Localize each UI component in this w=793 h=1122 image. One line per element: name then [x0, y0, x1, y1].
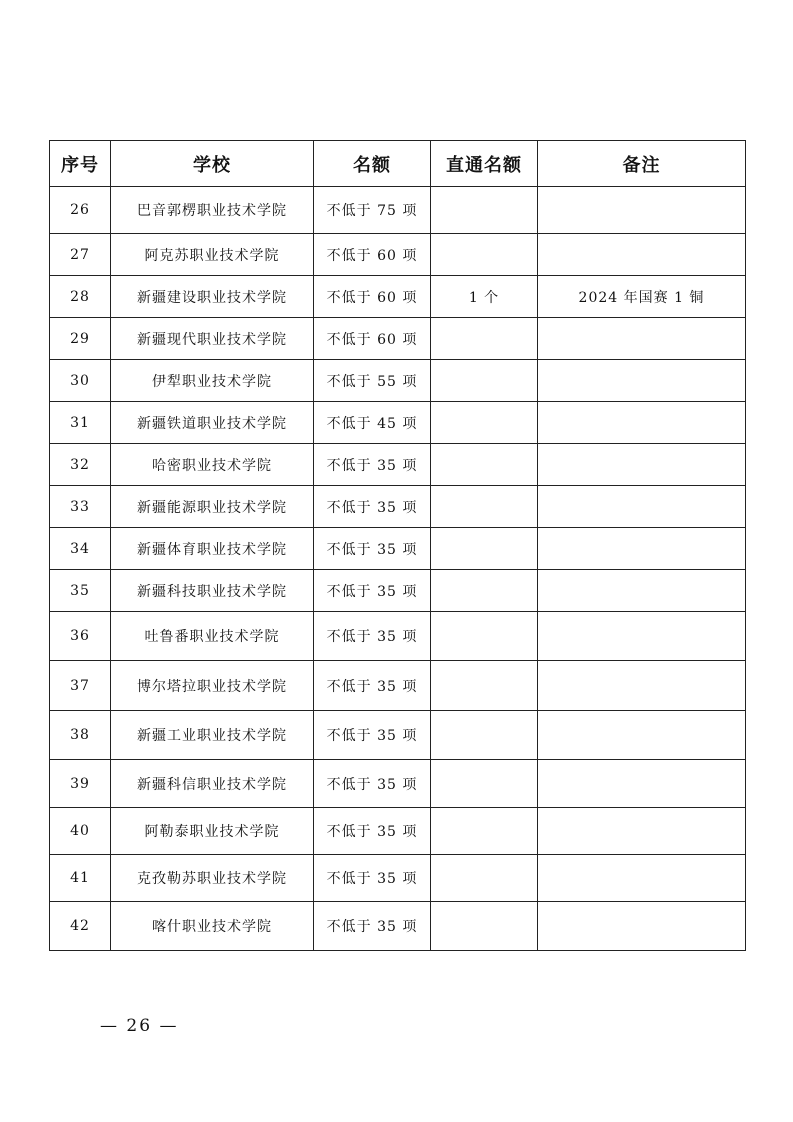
cell-number: 28 — [50, 276, 111, 318]
column-header-direct-quota: 直通名额 — [431, 141, 538, 187]
cell-note — [538, 711, 746, 760]
cell-school: 阿勒泰职业技术学院 — [111, 808, 314, 855]
cell-direct-quota — [431, 612, 538, 661]
cell-school: 巴音郭楞职业技术学院 — [111, 187, 314, 234]
cell-direct-quota — [431, 902, 538, 951]
cell-number: 34 — [50, 528, 111, 570]
cell-school: 新疆体育职业技术学院 — [111, 528, 314, 570]
cell-direct-quota — [431, 570, 538, 612]
cell-note — [538, 661, 746, 711]
cell-quota: 不低于 35 项 — [314, 486, 431, 528]
table-row — [50, 855, 746, 902]
column-header-number: 序号 — [50, 141, 111, 187]
cell-number: 30 — [50, 360, 111, 402]
cell-note — [538, 760, 746, 808]
cell-school: 伊犁职业技术学院 — [111, 360, 314, 402]
cell-number: 32 — [50, 444, 111, 486]
column-header-school: 学校 — [111, 141, 314, 187]
cell-number: 41 — [50, 855, 111, 902]
cell-school: 新疆现代职业技术学院 — [111, 318, 314, 360]
cell-note — [538, 402, 746, 444]
cell-quota: 不低于 60 项 — [314, 318, 431, 360]
cell-number: 31 — [50, 402, 111, 444]
table-row — [50, 486, 746, 528]
cell-direct-quota — [431, 402, 538, 444]
cell-school: 新疆科信职业技术学院 — [111, 760, 314, 808]
cell-direct-quota — [431, 808, 538, 855]
table-row — [50, 276, 746, 318]
table-row — [50, 187, 746, 234]
cell-note — [538, 234, 746, 276]
cell-number: 27 — [50, 234, 111, 276]
cell-number: 26 — [50, 187, 111, 234]
cell-note — [538, 612, 746, 661]
cell-number: 38 — [50, 711, 111, 760]
cell-direct-quota — [431, 760, 538, 808]
table-row — [50, 612, 746, 661]
table-header — [50, 141, 746, 187]
cell-school: 新疆铁道职业技术学院 — [111, 402, 314, 444]
column-header-quota: 名额 — [314, 141, 431, 187]
cell-direct-quota: 1 个 — [431, 276, 538, 318]
cell-direct-quota — [431, 444, 538, 486]
cell-quota: 不低于 35 项 — [314, 711, 431, 760]
cell-direct-quota — [431, 661, 538, 711]
cell-quota: 不低于 35 项 — [314, 808, 431, 855]
table-row — [50, 528, 746, 570]
cell-note — [538, 444, 746, 486]
cell-number: 36 — [50, 612, 111, 661]
cell-number: 42 — [50, 902, 111, 951]
cell-number: 39 — [50, 760, 111, 808]
cell-number: 40 — [50, 808, 111, 855]
cell-number: 33 — [50, 486, 111, 528]
table-body — [50, 187, 746, 951]
cell-school: 新疆工业职业技术学院 — [111, 711, 314, 760]
cell-number: 37 — [50, 661, 111, 711]
table-row — [50, 360, 746, 402]
page-number: — 26 — — [100, 1016, 179, 1036]
cell-school: 阿克苏职业技术学院 — [111, 234, 314, 276]
cell-note — [538, 855, 746, 902]
cell-school: 新疆科技职业技术学院 — [111, 570, 314, 612]
table-row — [50, 444, 746, 486]
cell-school: 哈密职业技术学院 — [111, 444, 314, 486]
cell-quota: 不低于 75 项 — [314, 187, 431, 234]
cell-note — [538, 360, 746, 402]
cell-note — [538, 808, 746, 855]
cell-quota: 不低于 35 项 — [314, 902, 431, 951]
cell-school: 新疆能源职业技术学院 — [111, 486, 314, 528]
table-row — [50, 902, 746, 951]
cell-quota: 不低于 35 项 — [314, 444, 431, 486]
cell-quota: 不低于 35 项 — [314, 855, 431, 902]
table-row — [50, 234, 746, 276]
cell-school: 新疆建设职业技术学院 — [111, 276, 314, 318]
cell-note — [538, 486, 746, 528]
cell-school: 克孜勒苏职业技术学院 — [111, 855, 314, 902]
cell-school: 博尔塔拉职业技术学院 — [111, 661, 314, 711]
cell-note — [538, 902, 746, 951]
cell-quota: 不低于 55 项 — [314, 360, 431, 402]
column-header-note: 备注 — [538, 141, 746, 187]
cell-direct-quota — [431, 528, 538, 570]
cell-note — [538, 187, 746, 234]
cell-number: 35 — [50, 570, 111, 612]
cell-note — [538, 528, 746, 570]
cell-direct-quota — [431, 234, 538, 276]
table-row — [50, 318, 746, 360]
quota-table — [49, 140, 746, 951]
table-row — [50, 661, 746, 711]
table-row — [50, 808, 746, 855]
table-row — [50, 760, 746, 808]
header-row — [50, 141, 746, 187]
cell-school: 吐鲁番职业技术学院 — [111, 612, 314, 661]
cell-direct-quota — [431, 711, 538, 760]
cell-quota: 不低于 35 项 — [314, 760, 431, 808]
cell-note — [538, 318, 746, 360]
cell-quota: 不低于 60 项 — [314, 276, 431, 318]
cell-number: 29 — [50, 318, 111, 360]
cell-note: 2024 年国赛 1 铜 — [538, 276, 746, 318]
table-row — [50, 711, 746, 760]
table-row — [50, 402, 746, 444]
cell-school: 喀什职业技术学院 — [111, 902, 314, 951]
cell-direct-quota — [431, 855, 538, 902]
table-row — [50, 570, 746, 612]
cell-quota: 不低于 35 项 — [314, 661, 431, 711]
cell-quota: 不低于 35 项 — [314, 528, 431, 570]
cell-direct-quota — [431, 187, 538, 234]
cell-quota: 不低于 35 项 — [314, 612, 431, 661]
cell-quota: 不低于 35 项 — [314, 570, 431, 612]
cell-quota: 不低于 45 项 — [314, 402, 431, 444]
cell-direct-quota — [431, 360, 538, 402]
cell-note — [538, 570, 746, 612]
cell-direct-quota — [431, 318, 538, 360]
cell-direct-quota — [431, 486, 538, 528]
cell-quota: 不低于 60 项 — [314, 234, 431, 276]
